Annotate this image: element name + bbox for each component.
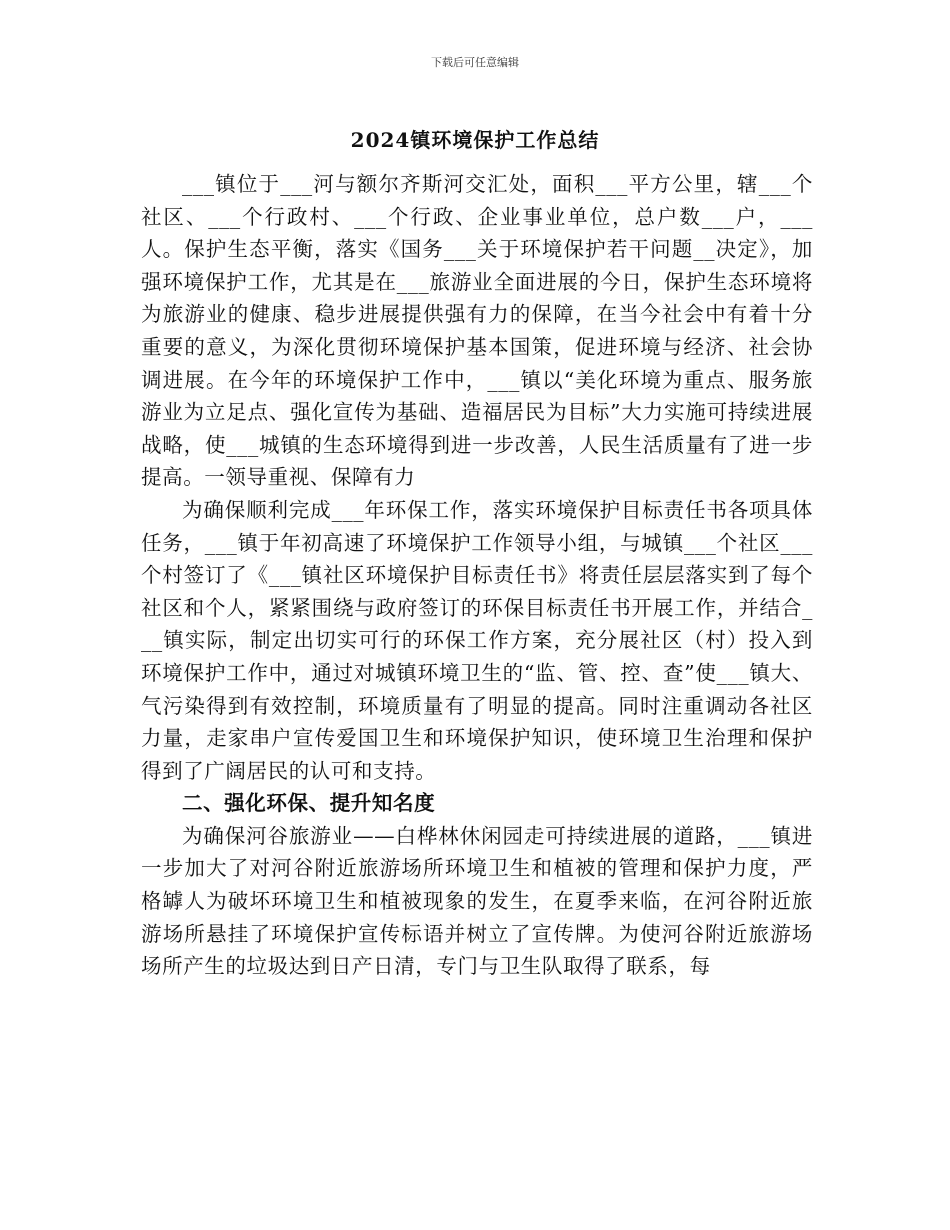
document-title: 2024镇环境保护工作总结 <box>350 128 600 152</box>
section-heading: 二、强化环保、提升知名度 <box>182 791 436 816</box>
paragraph-leadership: 为确保顺利完成___年环保工作，落实环境保护目标责任书各项具体任务，___镇于年初高速了环境保护工作领导小组，与城镇___个社区___个村签订了《___镇社区环境保护目标责任书》将责任层层落实到了每个社区和个人，紧紧围绕与政府签订的环保目标责任书开展工作，并结合___镇实际，制定出切实可行的环保工作方案，充分展社区（村）投入到环境保护工作中，通过对城镇环境卫生的“监、管、控、查”使___镇大、气污染得到有效控制，环境质量有了明显的提高。同时注重调动各社区力量，走家串户宣传爱国卫生和环境保护知识，使环境卫生治理和保护得到了广阔居民的认可和支持。 <box>141 497 813 783</box>
document-body <box>141 168 813 983</box>
header-note: 下载后可任意编辑 <box>431 56 519 69</box>
paragraph-tourism: 为确保河谷旅游业——白桦林休闲园走可持续进展的道路，___镇进一步加大了对河谷附近旅游场所环境卫生和植被的管理和保护力度，严格罅人为破坏环境卫生和植被现象的发生，在夏季来临，在河谷附近旅游场所悬挂了环境保护宣传标语并树立了宣传牌。为使河谷附近旅游场场所产生的垃圾达到日产日清，专门与卫生队取得了联系，每 <box>141 823 813 979</box>
paragraph-intro: ___镇位于___河与额尔齐斯河交汇处，面积___平方公里，辖___个社区、___个行政村、___个行政、企业事业单位，总户数___户，___人。保护生态平衡，落实《国务___关于环境保护若干问题__决定》，加强环境保护工作，尤其是在___旅游业全面进展的今日，保护生态环境将为旅游业的健康、稳步进展提供强有力的保障，在当今社会中有着十分重要的意义，为深化贯彻环境保护基本国策，促进环境与经济、社会协调进展。在今年的环境保护工作中，___镇以“美化环境为重点、服务旅游业为立足点、强化宣传为基础、造福居民为目标”大力实施可持续进展战略，使___城镇的生态环境得到进一步改善，人民生活质量有了进一步提高。一领导重视、保障有力 <box>141 172 813 490</box>
